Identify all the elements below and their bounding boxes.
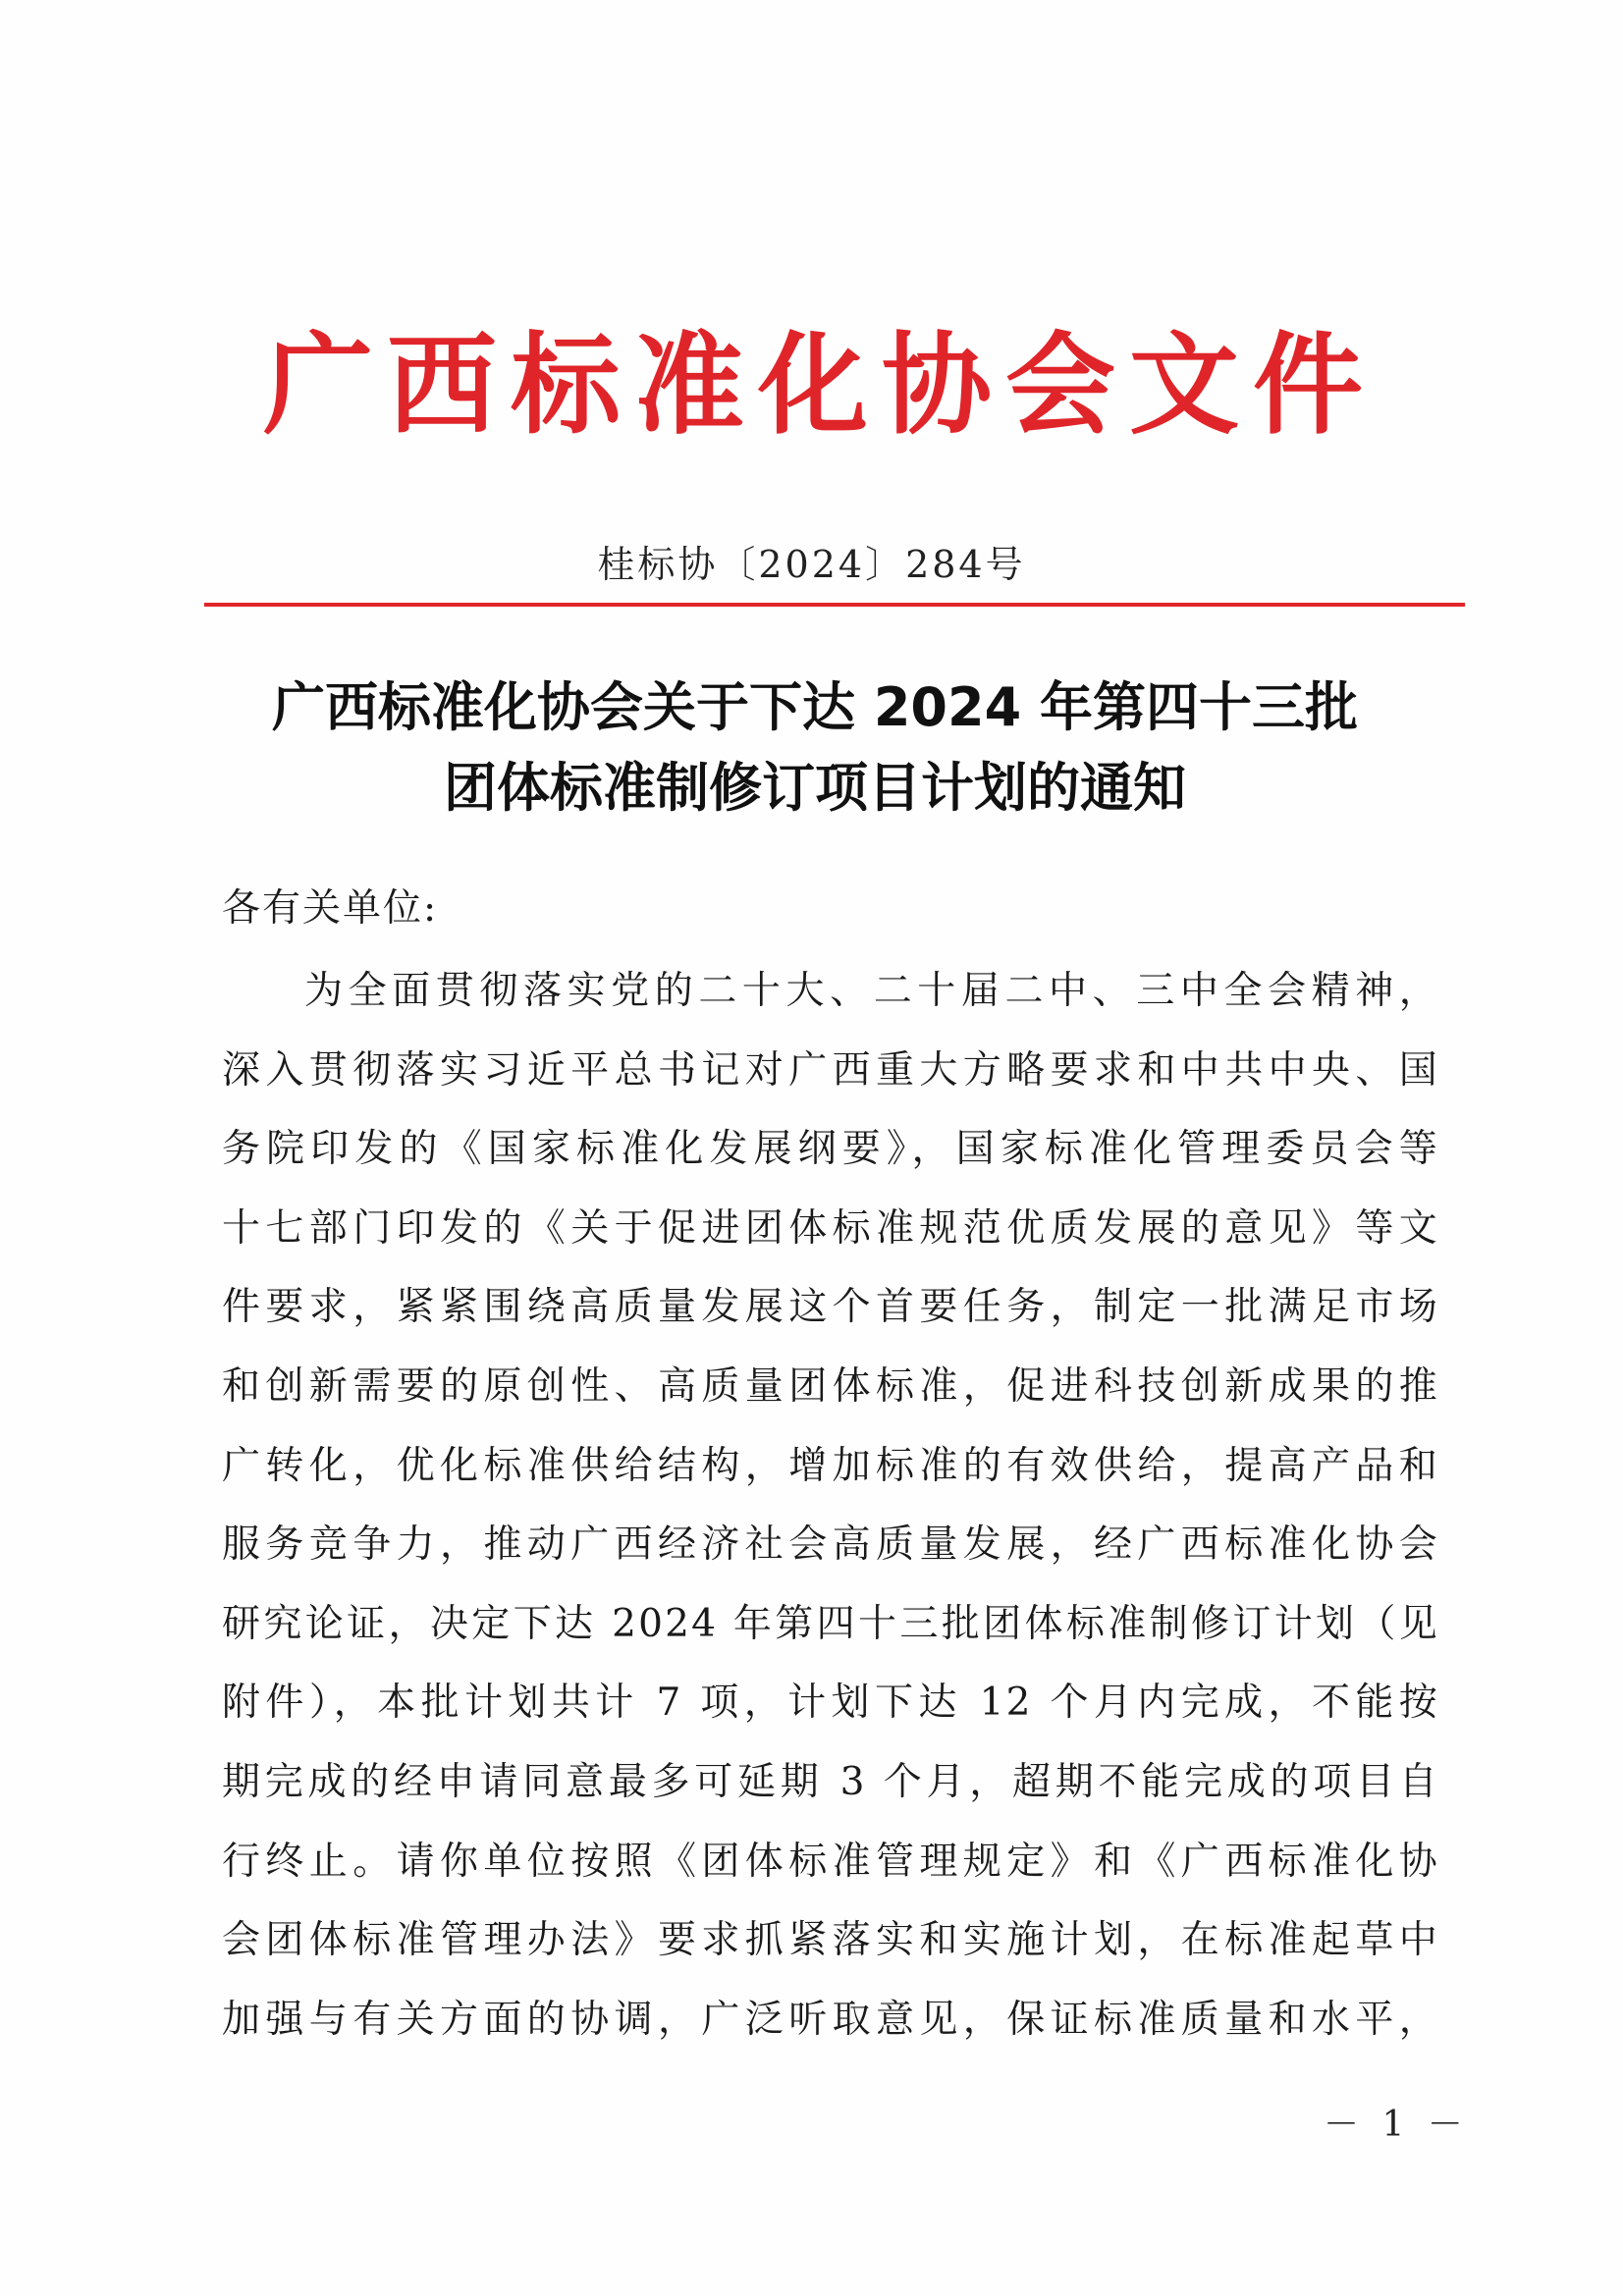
body-line: 服务竞争力，推动广西经济社会高质量发展，经广西标准化协会	[222, 1522, 1439, 1568]
body-line: 广转化，优化标准供给结构，增加标准的有效供给，提高产品和	[222, 1443, 1439, 1488]
body-line: 行终止。请你单位按照《团体标准管理规定》和《广西标准化协	[222, 1839, 1439, 1884]
body-line: 研究论证，决定下达 2024 年第四十三批团体标准制修订计划（见	[222, 1601, 1439, 1646]
body-paragraph	[222, 952, 1439, 2059]
red-divider-line	[204, 603, 1465, 607]
body-line: 深入贯彻落实习近平总书记对广西重大方略要求和中共中央、国	[222, 1047, 1439, 1093]
body-line: 附件），本批计划共计 7 项，计划下达 12 个月内完成，不能按	[222, 1681, 1439, 1726]
body-line: 为全面贯彻落实党的二十大、二十届二中、三中全会精神，	[304, 969, 1439, 1013]
page-number: － 1 －	[1324, 2105, 1469, 2145]
body-line: 会团体标准管理办法》要求抓紧落实和实施计划，在标准起草中	[222, 1918, 1439, 1963]
notice-title-line-1: 广西标准化协会关于下达 2024 年第四十三批	[272, 676, 1358, 738]
notice-title	[177, 667, 1453, 828]
body-line: 十七部门印发的《关于促进团体标准规范优质发展的意见》等文	[222, 1205, 1439, 1251]
document-number: 桂标协〔2024〕284号	[597, 543, 1026, 586]
body-line: 和创新需要的原创性、高质量团体标准，促进科技创新成果的推	[222, 1363, 1439, 1409]
salutation: 各有关单位:	[222, 886, 439, 931]
body-line: 件要求，紧紧围绕高质量发展这个首要任务，制定一批满足市场	[222, 1285, 1439, 1330]
body-line: 期完成的经申请同意最多可延期 3 个月，超期不能完成的项目自	[222, 1759, 1439, 1804]
document-masthead: 广西标准化协会文件	[263, 322, 1377, 450]
body-line: 加强与有关方面的协调，广泛听取意见，保证标准质量和水平，	[222, 1997, 1439, 2042]
notice-title-line-2: 团体标准制修订项目计划的通知	[444, 757, 1186, 819]
body-line: 务院印发的《国家标准化发展纲要》，国家标准化管理委员会等	[222, 1127, 1439, 1172]
